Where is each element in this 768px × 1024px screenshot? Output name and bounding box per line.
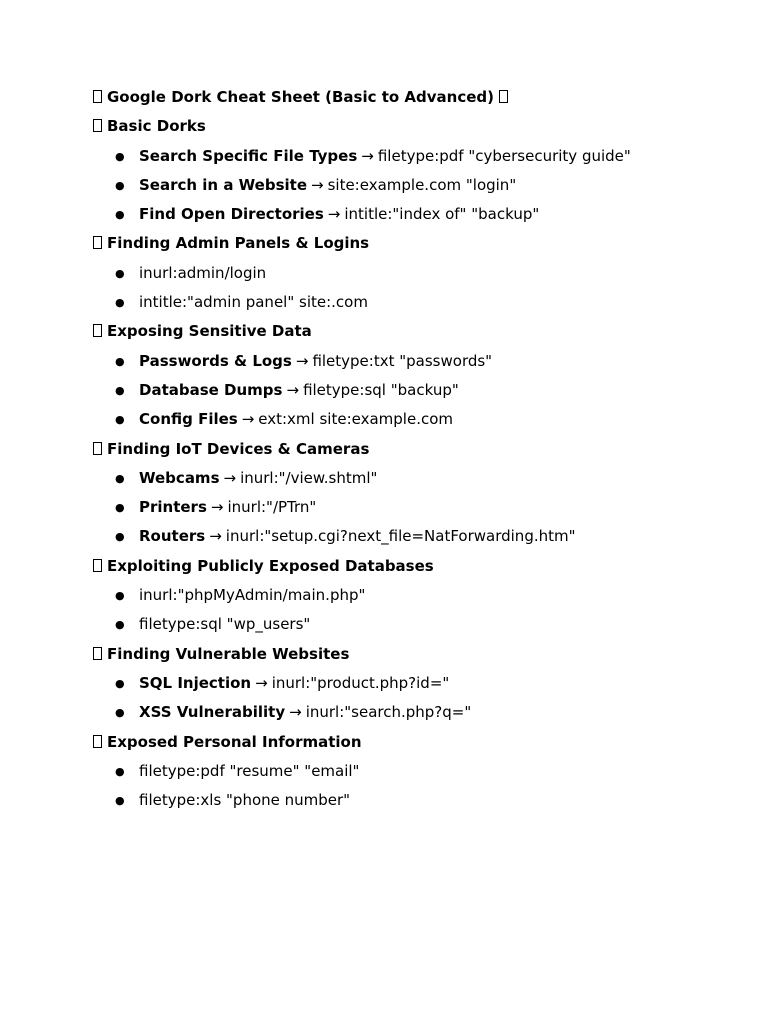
item-query: ext:xml site:example.com [258, 410, 453, 429]
section-heading [93, 229, 733, 258]
bullet-icon: ● [115, 618, 125, 632]
bullet-icon: ● [115, 178, 125, 192]
list-item [93, 405, 733, 434]
bullet-icon: ● [115, 530, 125, 544]
document-title [93, 83, 733, 112]
missing-glyph-icon [93, 119, 102, 132]
arrow-right-icon: → [210, 498, 224, 517]
arrow-right-icon: → [223, 468, 237, 487]
section-heading-text: Finding Vulnerable Websites [107, 644, 350, 663]
item-query: filetype:xls "phone number" [139, 791, 351, 810]
section-list [93, 464, 733, 552]
item-query: inurl:"/PTrn" [227, 498, 317, 517]
section-heading [93, 435, 733, 464]
missing-glyph-icon [93, 647, 102, 660]
list-item [93, 757, 733, 786]
item-term: Passwords & Logs [139, 351, 292, 370]
item-query: intitle:"admin panel" site:.com [139, 293, 368, 312]
list-item [93, 142, 733, 171]
item-query: filetype:sql "wp_users" [139, 615, 311, 634]
section-list [93, 142, 733, 230]
item-term: XSS Vulnerability [139, 703, 286, 722]
section-heading-text: Finding IoT Devices & Cameras [107, 439, 370, 458]
missing-glyph-icon [93, 559, 102, 572]
list-item [93, 288, 733, 317]
item-query: inurl:"phpMyAdmin/main.php" [139, 586, 366, 605]
arrow-right-icon: → [286, 380, 300, 399]
item-query: inurl:"/view.shtml" [240, 468, 378, 487]
section-list [93, 347, 733, 435]
bullet-icon: ● [115, 501, 125, 515]
bullet-icon: ● [115, 413, 125, 427]
list-item [93, 464, 733, 493]
item-term: Config Files [139, 410, 238, 429]
arrow-right-icon: → [295, 351, 309, 370]
item-query: filetype:sql "backup" [303, 380, 459, 399]
list-item [93, 610, 733, 639]
bullet-icon: ● [115, 764, 125, 778]
bullet-icon: ● [115, 471, 125, 485]
item-term: Search in a Website [139, 175, 308, 194]
bullet-icon: ● [115, 296, 125, 310]
section-heading-text: Finding Admin Panels & Logins [107, 234, 370, 253]
section-heading-text: Exploiting Publicly Exposed Databases [107, 556, 434, 575]
section-heading [93, 552, 733, 581]
missing-glyph-icon [93, 324, 102, 337]
item-query: filetype:pdf "resume" "email" [139, 761, 360, 780]
list-item [93, 493, 733, 522]
section-heading [93, 112, 733, 141]
item-term: Find Open Directories [139, 205, 324, 224]
list-item [93, 200, 733, 229]
arrow-right-icon: → [255, 673, 268, 692]
item-query: inurl:"setup.cgi?next_file=NatForwarding.htm" [225, 527, 576, 546]
item-term: Database Dumps [139, 380, 283, 399]
list-item [93, 698, 733, 727]
item-query: filetype:pdf "cybersecurity guide" [377, 146, 631, 165]
list-item [93, 259, 733, 288]
item-term: SQL Injection [139, 673, 252, 692]
list-item [93, 581, 733, 610]
section-list [93, 757, 733, 816]
item-term: Webcams [139, 468, 220, 487]
list-item [93, 669, 733, 698]
arrow-right-icon: → [289, 703, 302, 722]
section-heading [93, 728, 733, 757]
document-content [93, 83, 733, 815]
item-term: Printers [139, 498, 207, 517]
bullet-icon: ● [115, 354, 125, 368]
arrow-right-icon: → [209, 527, 222, 546]
missing-glyph-icon [93, 735, 102, 748]
missing-glyph-icon [93, 442, 102, 455]
section-list [93, 669, 733, 728]
section-list [93, 581, 733, 640]
item-term: Routers [139, 527, 206, 546]
item-query: inurl:"search.php?q=" [305, 703, 472, 722]
bullet-icon: ● [115, 383, 125, 397]
list-item [93, 376, 733, 405]
missing-glyph-icon [93, 236, 102, 249]
item-query: inurl:admin/login [139, 263, 267, 282]
item-query: inurl:"product.php?id=" [271, 673, 450, 692]
bullet-icon: ● [115, 266, 125, 280]
list-item [93, 522, 733, 551]
item-term: Search Specific File Types [139, 146, 358, 165]
document-title-text: Google Dork Cheat Sheet (Basic to Advanced) [107, 88, 495, 106]
arrow-right-icon: → [311, 175, 324, 194]
list-item [93, 171, 733, 200]
bullet-icon: ● [115, 794, 125, 808]
missing-glyph-icon [93, 90, 102, 103]
section-heading-text: Exposed Personal Information [107, 732, 362, 751]
list-item [93, 786, 733, 815]
section-heading [93, 640, 733, 669]
section-heading-text: Exposing Sensitive Data [107, 322, 312, 341]
list-item [93, 347, 733, 376]
section-heading-text: Basic Dorks [107, 117, 206, 136]
bullet-icon: ● [115, 589, 125, 603]
section-list [93, 259, 733, 318]
section-heading [93, 317, 733, 346]
arrow-right-icon: → [327, 205, 341, 224]
bullet-icon: ● [115, 149, 125, 163]
bullet-icon: ● [115, 706, 125, 720]
item-query: intitle:"index of" "backup" [344, 205, 540, 224]
bullet-icon: ● [115, 208, 125, 222]
bullet-icon: ● [115, 676, 125, 690]
item-query: site:example.com "login" [327, 175, 517, 194]
missing-glyph-icon [499, 90, 508, 103]
arrow-right-icon: → [361, 146, 374, 165]
arrow-right-icon: → [241, 410, 255, 429]
item-query: filetype:txt "passwords" [312, 351, 493, 370]
